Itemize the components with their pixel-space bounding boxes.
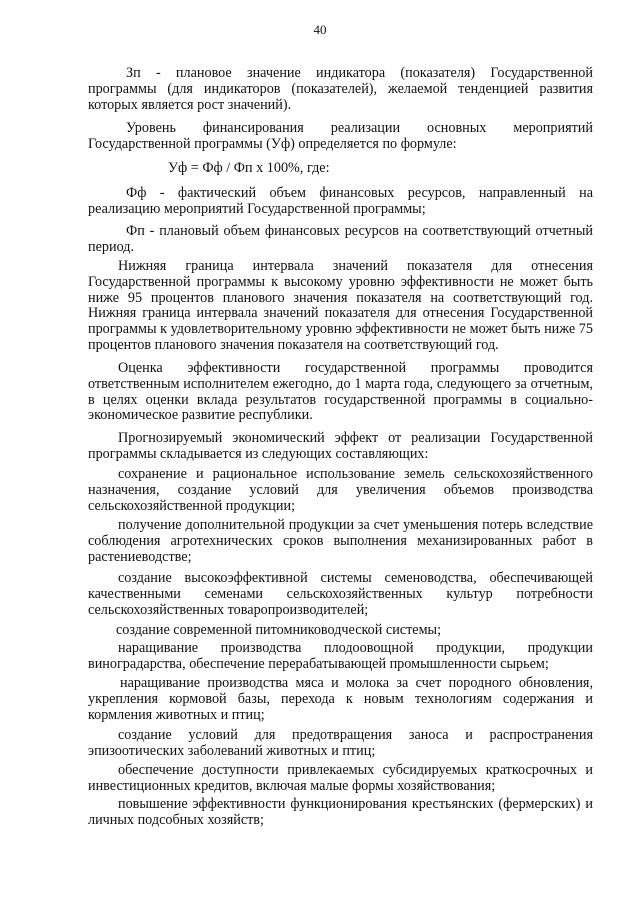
- paragraph-fp-definition: Фп - плановый объем финансовых ресурсов на соответствующий отчетный период.: [88, 223, 593, 255]
- paragraph-ff-definition: Фф - фактический объем финансовых ресурсов, направленный на реализацию мероприятий Государственной программы;: [88, 185, 593, 217]
- list-item-nursery-system: создание современной питомниководческой системы;: [116, 622, 442, 638]
- list-item-fruit-vegetable: наращивание производства плодоовощной продукции, продукции виноградарства, обеспечение перерабатывающей промышленности сырьем;: [88, 640, 593, 672]
- list-item-epizootic: создание условий для предотвращения заноса и распространения эпизоотических заболеваний животных и птиц;: [88, 727, 593, 759]
- page-number: 40: [313, 22, 327, 37]
- list-item-seed-system: создание высокоэффективной системы семеноводства, обеспечивающей качественными семенами сельскохозяйственных культур потребности сельскохозяйственных товаропроизводителей;: [88, 570, 593, 618]
- formula: Уф = Фф / Фп х 100%, где:: [168, 160, 330, 176]
- paragraph-forecast-effect: Прогнозируемый экономический эффект от реализации Государственной программы складывается из следующих составляющих:: [88, 430, 593, 462]
- paragraph-zp-definition: Зп - плановое значение индикатора (показателя) Государственной программы (для индикаторов (показателей), желаемой тенденцией развития которых является рост значений).: [88, 65, 593, 113]
- paragraph-evaluation: Оценка эффективности государственной программы проводится ответственным исполнителем ежегодно, до 1 марта года, следующего за отчетным, в целях оценки вклада результатов государственной программы в социально-экономическое развитие республики.: [88, 360, 593, 424]
- list-item-land-use: сохранение и рациональное использование земель сельскохозяйственного назначения, создание условий для увеличения объемов производства сельскохозяйственной продукции;: [88, 466, 593, 514]
- list-item-meat-milk: наращивание производства мяса и молока за счет породного обновления, укрепления кормовой базы, перехода к новым технологиям содержания и кормления животных и птиц;: [88, 675, 593, 723]
- list-item-credit-access: обеспечение доступности привлекаемых субсидируемых краткосрочных и инвестиционных кредитов, включая малые формы хозяйствования;: [88, 762, 593, 794]
- list-item-farm-efficiency: повышение эффективности функционирования крестьянских (фермерских) и личных подсобных хозяйств;: [88, 796, 593, 828]
- paragraph-funding-level: Уровень финансирования реализации основных мероприятий Государственной программы (Уф) определяется по формуле:: [88, 120, 593, 152]
- paragraph-lower-bound: Нижняя граница интервала значений показателя для отнесения Государственной программы к высокому уровню эффективности не может быть ниже 95 процентов планового значения показателя на соответствующий год. Нижняя граница интервала значений показателя для отнесения Государственной программы к удовлетворительному уровню эффективности не может быть ниже 75 процентов планового значения показателя на соответствующий год.: [88, 258, 593, 353]
- list-item-additional-production: получение дополнительной продукции за счет уменьшения потерь вследствие соблюдения агротехнических сроков выполнения механизированных работ в растениеводстве;: [88, 517, 593, 565]
